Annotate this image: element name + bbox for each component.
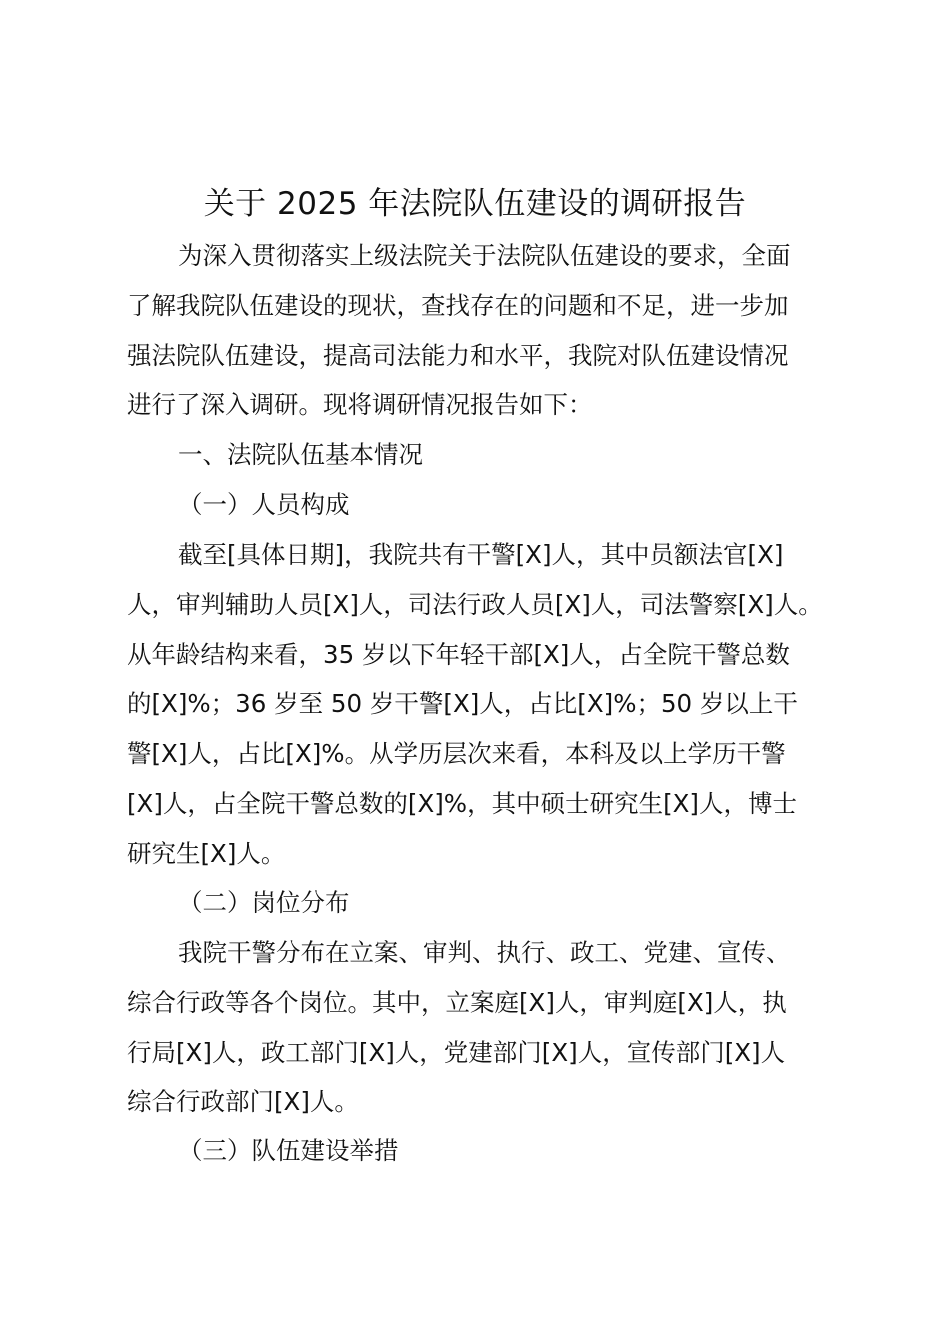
subsection-heading: （二）岗位分布	[178, 888, 350, 917]
paragraph-line: 警[X]人，占比[X]%。从学历层次来看，本科及以上学历干警	[127, 739, 786, 769]
paragraph-line: 研究生[X]人。	[127, 838, 286, 868]
paragraph-line: 行局[X]人，政工部门[X]人，党建部门[X]人，宣传部门[X]人	[127, 1037, 786, 1067]
paragraph-line: 的[X]%；36 岁至 50 岁干警[X]人，占比[X]%；50 岁以上干	[127, 689, 798, 719]
intro-paragraph	[127, 231, 833, 430]
paragraph-line: 了解我院队伍建设的现状，查找存在的问题和不足，进一步加	[127, 290, 789, 320]
paragraph-line: 为深入贯彻落实上级法院关于法院队伍建设的要求，全面	[178, 241, 791, 270]
subsection-heading: （三）队伍建设举措	[178, 1136, 399, 1165]
paragraph-line: 从年龄结构来看，35 岁以下年轻干部[X]人，占全院干警总数	[127, 639, 790, 669]
paragraph-line: 截至[具体日期]，我院共有干警[X]人，其中员额法官[X]	[178, 540, 784, 569]
paragraph-line: 综合行政部门[X]人。	[127, 1087, 359, 1117]
position-paragraph	[127, 928, 833, 1127]
paragraph-line: 综合行政等各个岗位。其中，立案庭[X]人，审判庭[X]人，执	[127, 987, 787, 1017]
paragraph-line: 人，审判辅助人员[X]人，司法行政人员[X]人，司法警察[X]人。	[127, 589, 823, 619]
paragraph-line: [X]人，占全院干警总数的[X]%，其中硕士研究生[X]人，博士	[127, 788, 797, 818]
subsection-heading: （一）人员构成	[178, 490, 350, 519]
paragraph-line: 进行了深入调研。现将调研情况报告如下：	[127, 390, 593, 420]
personnel-paragraph	[127, 530, 833, 879]
paragraph-line: 强法院队伍建设，提高司法能力和水平，我院对队伍建设情况	[127, 340, 789, 370]
section-heading: 一、法院队伍基本情况	[178, 440, 423, 469]
paragraph-line: 我院干警分布在立案、审判、执行、政工、党建、宣传、	[178, 938, 791, 967]
document-title: 关于 2025 年法院队伍建设的调研报告	[203, 186, 747, 222]
